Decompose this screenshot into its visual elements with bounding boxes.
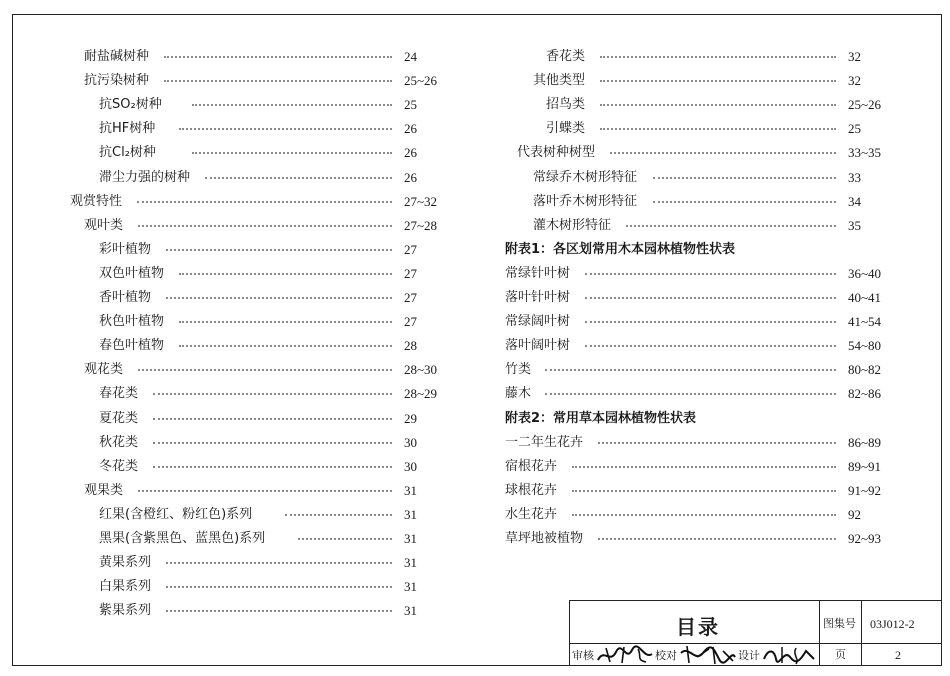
toc-entry-page: 30 bbox=[404, 458, 417, 474]
toc-entry-page: 92~93 bbox=[848, 531, 882, 546]
toc-entry-label: 观赏特性 bbox=[70, 193, 123, 209]
page-number: 2 bbox=[895, 648, 901, 662]
toc-leader-dots bbox=[572, 514, 836, 516]
title-block-vline-1 bbox=[819, 600, 820, 666]
toc-entry-page: 27~28 bbox=[404, 217, 438, 233]
toc-leader-dots bbox=[192, 104, 392, 106]
toc-entry-page: 54~80 bbox=[848, 338, 882, 354]
toc-entry-page: 82~86 bbox=[848, 386, 882, 402]
toc-entry-page: 35 bbox=[848, 217, 861, 233]
toc-entry-page: 24 bbox=[404, 49, 417, 64]
toc-entry-page: 89~91 bbox=[848, 458, 882, 474]
toc-entry-label: 冬花类 bbox=[99, 458, 139, 474]
design-label: 设计 bbox=[738, 649, 760, 662]
toc-entry-label: 落叶乔木树形特征 bbox=[533, 193, 638, 209]
toc-entry-page: 27 bbox=[404, 290, 417, 305]
toc-leader-dots bbox=[166, 586, 392, 588]
toc-entry-label: 彩叶植物 bbox=[99, 241, 152, 257]
toc-entry-label: 观叶类 bbox=[84, 217, 124, 233]
toc-leader-dots bbox=[164, 80, 392, 82]
toc-entry-page: 27 bbox=[404, 265, 417, 281]
toc-entry-label: 附表2：常用草本园林植物性状表 bbox=[505, 410, 697, 426]
toc-entry-label: 春花类 bbox=[99, 386, 139, 402]
toc-leader-dots bbox=[585, 321, 836, 323]
toc-entry-page: 28 bbox=[404, 338, 417, 354]
toc-leader-dots bbox=[585, 345, 836, 347]
toc-entry-label: 落叶阔叶树 bbox=[505, 338, 571, 354]
toc-leader-dots bbox=[545, 369, 836, 371]
toc-entry-label: 常绿乔木树形特征 bbox=[533, 169, 638, 185]
toc-entry-label: 藤木 bbox=[505, 386, 532, 402]
toc-entry-label: 观果类 bbox=[84, 482, 124, 498]
toc-leader-dots bbox=[653, 177, 836, 179]
toc-leader-dots bbox=[545, 393, 836, 395]
toc-leader-dots bbox=[610, 152, 836, 154]
toc-entry-label: 秋花类 bbox=[99, 434, 139, 450]
toc-leader-dots bbox=[192, 152, 392, 154]
atlas-number: 03J012-2 bbox=[870, 617, 915, 631]
toc-leader-dots bbox=[598, 538, 836, 540]
toc-entry-label: 竹类 bbox=[505, 362, 532, 378]
toc-leader-dots bbox=[598, 442, 836, 444]
review-label: 审核 bbox=[572, 649, 594, 662]
atlas-number-label: 图集号 bbox=[823, 617, 856, 630]
toc-entry-page: 86~89 bbox=[848, 434, 882, 450]
toc-leader-dots bbox=[138, 225, 392, 227]
toc-leader-dots bbox=[153, 466, 392, 468]
toc-leader-dots bbox=[626, 225, 836, 227]
toc-entry-page: 30 bbox=[404, 434, 417, 450]
toc-entry-page: 26 bbox=[404, 121, 417, 137]
toc-entry-page: 91~92 bbox=[848, 482, 882, 498]
toc-entry-label: 附表1：各区划常用木本园林植物性状表 bbox=[505, 241, 736, 257]
toc-entry-page: 31 bbox=[404, 555, 417, 571]
toc-leader-dots bbox=[585, 273, 836, 275]
toc-leader-dots bbox=[179, 321, 392, 323]
toc-leader-dots bbox=[166, 610, 392, 612]
toc-leader-dots bbox=[166, 249, 392, 251]
toc-entry-label: 常绿针叶树 bbox=[505, 265, 571, 281]
toc-entry-page: 25~26 bbox=[404, 73, 438, 89]
designer-signature bbox=[762, 645, 816, 665]
toc-entry-label: 草坪地被植物 bbox=[505, 531, 584, 546]
page-title: 目录 bbox=[676, 615, 720, 639]
reviewer-signature bbox=[596, 644, 654, 666]
toc-leader-dots bbox=[138, 490, 392, 492]
toc-leader-dots bbox=[600, 80, 836, 82]
toc-leader-dots bbox=[205, 177, 392, 179]
toc-entry-page: 27 bbox=[404, 314, 417, 330]
checker-signature bbox=[679, 643, 737, 666]
toc-entry-label: 球根花卉 bbox=[505, 482, 558, 498]
toc-entry-label: 引蝶类 bbox=[546, 121, 586, 137]
toc-entry-page: 41~54 bbox=[848, 314, 882, 330]
toc-leader-dots bbox=[138, 369, 392, 371]
toc-entry-label: 一二年生花卉 bbox=[505, 434, 584, 450]
toc-leader-dots bbox=[585, 297, 836, 299]
toc-entry-label: 黄果系列 bbox=[99, 555, 152, 571]
toc-leader-dots bbox=[285, 514, 392, 516]
toc-entry-label: 抗Cl₂树种 bbox=[99, 145, 156, 161]
toc-leader-dots bbox=[179, 273, 392, 275]
toc-leader-dots bbox=[153, 393, 392, 395]
toc-leader-dots bbox=[653, 201, 836, 203]
toc-entry-label: 秋色叶植物 bbox=[99, 314, 165, 330]
toc-entry-page: 32 bbox=[848, 49, 861, 64]
toc-entry-page: 29 bbox=[404, 410, 417, 426]
toc-entry-page: 25 bbox=[404, 97, 417, 113]
toc-entry-label: 宿根花卉 bbox=[505, 458, 558, 474]
toc-entry-label: 其他类型 bbox=[533, 73, 586, 89]
toc-entry-label: 双色叶植物 bbox=[99, 265, 165, 281]
toc-entry-label: 红果(含橙红、粉红色)系列 bbox=[99, 506, 253, 522]
toc-entry-page: 33 bbox=[848, 169, 861, 185]
toc-entry-label: 夏花类 bbox=[99, 410, 139, 426]
toc-entry-page: 26 bbox=[404, 169, 417, 185]
toc-entry-page: 31 bbox=[404, 482, 417, 498]
toc-entry-page: 34 bbox=[848, 193, 861, 209]
toc-entry-page: 32 bbox=[848, 73, 861, 89]
page-label: 页 bbox=[835, 648, 846, 661]
toc-entry-page: 33~35 bbox=[848, 145, 882, 161]
title-block-vline-2 bbox=[861, 600, 862, 666]
toc-entry-page: 31 bbox=[404, 506, 417, 522]
toc-leader-dots bbox=[298, 538, 392, 540]
toc-leader-dots bbox=[572, 490, 836, 492]
toc-entry-page: 31 bbox=[404, 603, 417, 619]
toc-entry-label: 常绿阔叶树 bbox=[505, 314, 571, 330]
toc-leader-dots bbox=[153, 442, 392, 444]
toc-entry-label: 代表树种树型 bbox=[517, 145, 596, 161]
toc-entry-page: 36~40 bbox=[848, 265, 882, 281]
toc-leader-dots bbox=[600, 56, 836, 58]
toc-entry-label: 滞尘力强的树种 bbox=[99, 169, 191, 185]
toc-entry-label: 香花类 bbox=[546, 49, 586, 64]
toc-entry-label: 抗SO₂树种 bbox=[99, 97, 162, 113]
toc-entry-label: 水生花卉 bbox=[505, 506, 558, 522]
toc-entry-label: 招鸟类 bbox=[546, 97, 586, 113]
toc-leader-dots bbox=[179, 128, 392, 130]
toc-entry-page: 31 bbox=[404, 531, 417, 546]
toc-entry-page: 40~41 bbox=[848, 290, 882, 305]
toc-leader-dots bbox=[164, 56, 392, 58]
toc-entry-page: 27 bbox=[404, 241, 417, 257]
toc-entry-page: 28~30 bbox=[404, 362, 438, 378]
toc-entry-page: 26 bbox=[404, 145, 417, 161]
toc-leader-dots bbox=[572, 466, 836, 468]
toc-entry-label: 春色叶植物 bbox=[99, 338, 165, 354]
toc-leader-dots bbox=[153, 418, 392, 420]
toc-entry-label: 耐盐碱树种 bbox=[84, 49, 150, 64]
toc-entry-label: 落叶针叶树 bbox=[505, 290, 571, 305]
toc-entry-label: 白果系列 bbox=[99, 579, 152, 595]
toc-leader-dots bbox=[600, 104, 836, 106]
toc-entry-page: 27~32 bbox=[404, 193, 438, 209]
toc-leader-dots bbox=[137, 201, 392, 203]
toc-entry-page: 25~26 bbox=[848, 97, 882, 113]
toc-entry-label: 抗污染树种 bbox=[84, 73, 150, 89]
toc-entry-page: 25 bbox=[848, 121, 861, 137]
toc-entry-page: 28~29 bbox=[404, 386, 438, 402]
toc-entry-page: 31 bbox=[404, 579, 417, 595]
toc-leader-dots bbox=[166, 562, 392, 564]
toc-entry-label: 观花类 bbox=[84, 362, 124, 378]
toc-entry-label: 香叶植物 bbox=[99, 290, 152, 305]
toc-entry-label: 黑果(含紫黑色、蓝黑色)系列 bbox=[99, 531, 266, 546]
toc-entry-label: 抗HF树种 bbox=[99, 121, 156, 137]
toc-entry-label: 紫果系列 bbox=[99, 603, 152, 619]
toc-leader-dots bbox=[179, 345, 392, 347]
toc-leader-dots bbox=[166, 297, 392, 299]
toc-entry-page: 80~82 bbox=[848, 362, 882, 378]
toc-entry-label: 灌木树形特征 bbox=[533, 217, 612, 233]
toc-leader-dots bbox=[600, 128, 836, 130]
toc-entry-page: 92 bbox=[848, 506, 861, 522]
check-label: 校对 bbox=[655, 649, 677, 662]
